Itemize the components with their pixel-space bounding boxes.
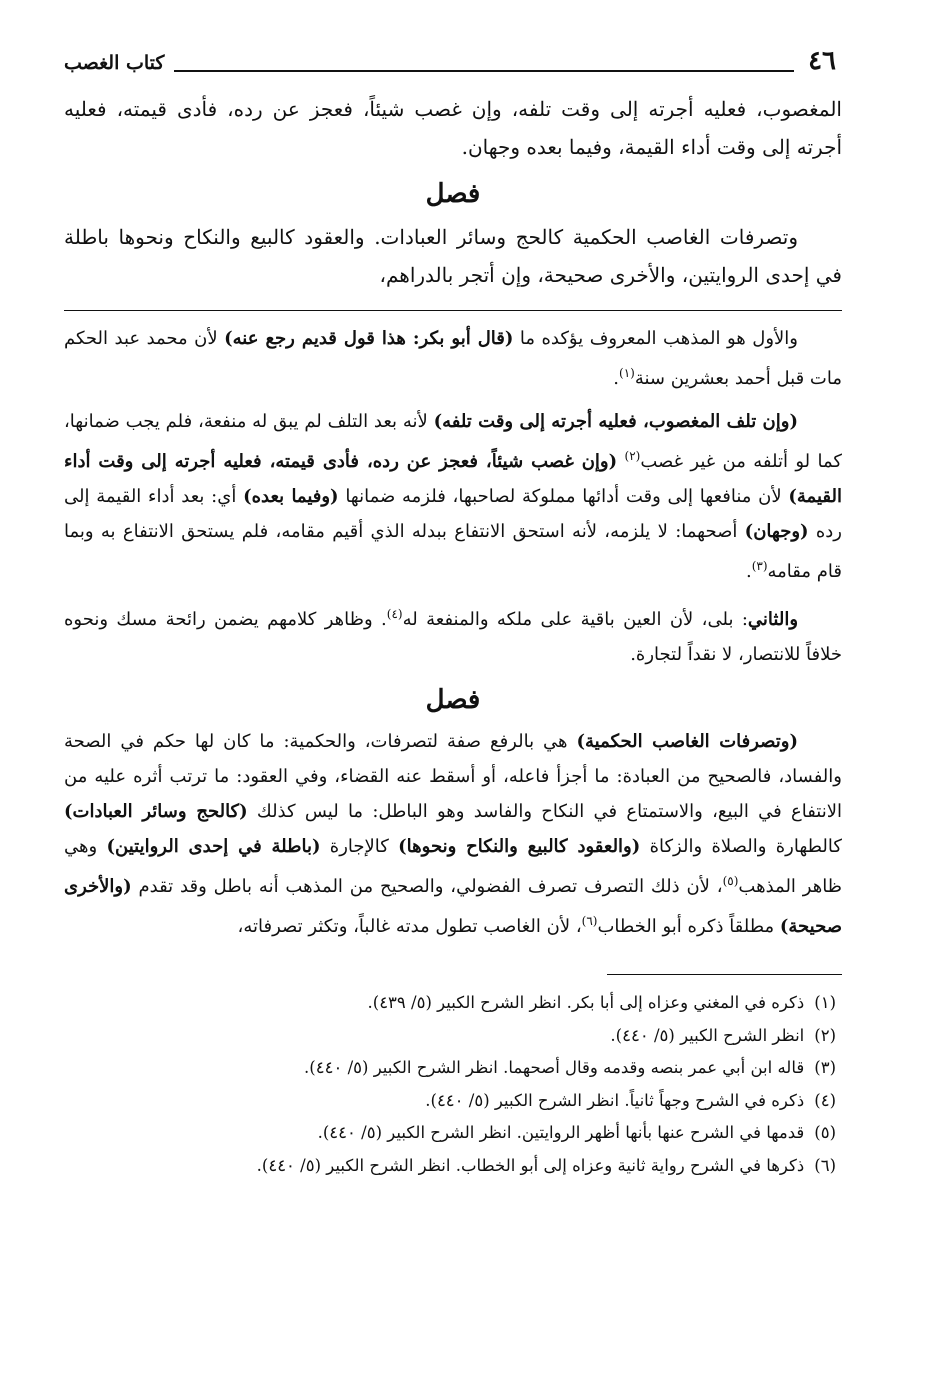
- text: لأن محمد عبد الحكم مات قبل أحمد بعشرين سنة: [64, 328, 842, 389]
- section-heading: فصل: [425, 685, 481, 715]
- commentary-paragraph-2: [64, 404, 842, 589]
- text: ، لأن الغاصب تطول مدته غالباً، وتكثر تصرفاته،: [237, 916, 582, 937]
- footnote-number: (٢): [814, 1025, 836, 1045]
- page: [64, 40, 842, 1182]
- text: أصحهما: لا يلزمه، لأنه استحق الانتفاع ببدله الذي أقيم مقامه، فلم يستحق الانتفاع به وبما قام مقامه: [64, 521, 842, 582]
- text: كالإجارة: [320, 836, 399, 857]
- quoted-matn: (والأخرى صحيحة): [64, 876, 842, 937]
- footnote-number: (٥): [814, 1123, 836, 1142]
- page-number: ٤٦: [808, 46, 836, 76]
- footnote-text: انظر الشرح الكبير (٥/ ٤٤٠).: [610, 1025, 805, 1045]
- text: . وظاهر كلامهم يضمن رائحة مسك ونحوه خلافاً للانتصار، لا نقداً لتجارة.: [64, 609, 842, 665]
- footnote-ref: (١): [619, 366, 635, 380]
- footnote-ref: (٤): [386, 607, 403, 621]
- footnote-number: (٤): [814, 1090, 836, 1110]
- text: : بلى، لأن العين باقية على ملكه والمنفعة له: [402, 609, 748, 630]
- footnote: [64, 1117, 842, 1150]
- footnote: [64, 1052, 842, 1085]
- commentary-paragraph-3: [64, 597, 842, 672]
- matn-paragraph-2: وتصرفات الغاصب الحكمية كالحج وسائر العبادات. والعقود كالبيع والنكاح ونحوها باطلة في إحدى الروايتين، والأخرى صحيحة، وإن أتجر بالدراهم،: [64, 225, 842, 287]
- footnote: [64, 1150, 842, 1183]
- footnote-number: (٣): [814, 1058, 836, 1077]
- text: والأول هو المذهب المعروف يؤكده ما: [513, 328, 798, 349]
- matn-paragraph-1: المغصوب، فعليه أجرته إلى وقت تلفه، وإن غصب شيئاً، فعجز عن رده، فأدى قيمته، فعليه أجرته إلى وقت أداء القيمة، وفيما بعده وجهان.: [64, 97, 842, 159]
- section-heading: فصل: [425, 179, 481, 209]
- quoted-matn: (قال أبو بكر: هذا قول قديم رجع عنه): [224, 328, 514, 349]
- footnote-text: قدمها في الشرح عنها بأنها أظهر الروايتين. انظر الشرح الكبير (٥/ ٤٤٠).: [317, 1123, 805, 1142]
- footnote-number: (١): [814, 993, 836, 1012]
- text: وهي ظاهر المذهب: [64, 836, 843, 897]
- footnote-text: ذكره في الشرح وجهاً ثانياً. انظر الشرح الكبير (٥/ ٤٤٠).: [425, 1090, 805, 1110]
- text: لأنه بعد التلف لم يبق له منفعة، فلم يجب ضمانها، كما لو أتلفه من غير غصب: [64, 411, 842, 472]
- quoted-matn: (وجهان): [744, 521, 809, 542]
- quoted-matn: (كالحج وسائر العبادات): [64, 801, 248, 822]
- quoted-matn: (وفيما بعده): [243, 486, 339, 507]
- footnote-ref: (٥): [722, 874, 739, 888]
- quoted-matn: (وإن تلف المغصوب، فعليه أجرته إلى وقت تلفه): [433, 411, 798, 432]
- commentary-paragraph-1: [64, 321, 842, 396]
- text: .: [613, 368, 619, 389]
- book-title: كتاب الغصب: [64, 52, 165, 74]
- footnotes-divider: [607, 974, 842, 975]
- text: كالطهارة والصلاة والزكاة: [640, 836, 842, 857]
- footnote-text: قاله ابن أبي عمر بنصه وقدمه وقال أصحهما. انظر الشرح الكبير (٥/ ٤٤٠).: [304, 1058, 805, 1077]
- commentary-paragraph-4: [64, 724, 842, 944]
- footnote-number: (٦): [814, 1155, 836, 1175]
- footnote-ref: (٣): [751, 559, 768, 573]
- matn-commentary-divider: [64, 310, 842, 311]
- quoted-matn: (وتصرفات الغاصب الحكمية): [576, 731, 798, 752]
- quoted-matn: (وإن غصب شيئاً، فعجز عن رده، فأدى قيمته، فعليه أجرته إلى وقت أداء القيمة): [64, 451, 842, 507]
- footnote: [64, 987, 842, 1020]
- quoted-matn: (باطلة في إحدى الروايتين): [106, 836, 321, 857]
- text: مطلقاً ذكره أبو الخطاب: [597, 916, 780, 937]
- header-rule: [174, 70, 794, 72]
- footnote: [64, 1085, 842, 1118]
- quoted-matn: (والعقود كالبيع والنكاح ونحوها): [398, 836, 641, 857]
- running-head: [64, 40, 842, 80]
- footnote: [64, 1020, 842, 1053]
- text: [617, 451, 624, 472]
- footnote-ref: (٢): [624, 449, 641, 463]
- footnote-text: ذكرها في الشرح رواية ثانية وعزاه إلى أبو الخطاب. انظر الشرح الكبير (٥/ ٤٤٠).: [256, 1155, 805, 1175]
- text: هي بالرفع صفة لتصرفات، والحكمية: ما كان لها حكم في الصحة والفساد، فالصحيح من العبادة: ما أجزأ فاعله، أو أسقط عنه القضاء، وفي العقود: ما ترتب أثره عليه من الانتفاع في البيع، والاستمتاع في النكاح والفاسد وهو الباطل: ما ليس كذلك: [64, 731, 843, 822]
- footnotes: [64, 987, 842, 1182]
- text: أي: بعد أداء القيمة إلى رده: [64, 486, 842, 542]
- footnote-text: ذكره في المغني وعزاه إلى أبا بكر. انظر الشرح الكبير (٥/ ٤٣٩).: [367, 993, 805, 1012]
- text: .: [745, 561, 752, 582]
- text: لأن منافعها إلى وقت أدائها مملوكة لصاحبها، فلزمه ضمانها: [338, 486, 789, 507]
- bold-term: والثاني: [747, 609, 799, 630]
- text: ، لأن ذلك التصرف تصرف الفضولي، والصحيح من المذهب أنه باطل وقد تقدم: [131, 876, 723, 897]
- footnote-ref: (٦): [581, 914, 598, 928]
